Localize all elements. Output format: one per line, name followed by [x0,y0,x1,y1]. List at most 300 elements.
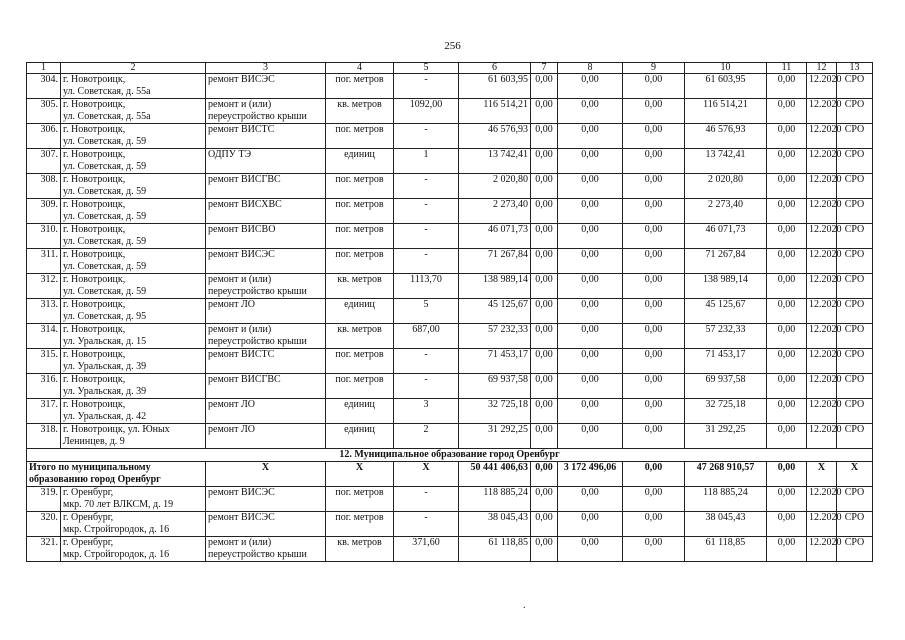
value-cell [558,374,623,399]
address-cell-text: ул. Уральская, д. 15 [63,335,147,347]
total-cost-cell-text: 13 742,41 [488,149,528,160]
total-cost-cell [459,374,531,399]
fund-cost-cell-text: 45 125,67 [705,299,746,310]
value-cell-text: 0,00 [644,224,663,235]
fund-cost-cell-text: 71 267,84 [705,249,746,260]
total-cost-cell-text: 38 045,43 [488,512,528,523]
total-cost-cell-text: 138 989,14 [483,274,528,285]
value-cell-text: 0,00 [777,249,796,260]
method-cell-text: СРО [844,199,865,210]
deadline-cell [807,487,842,512]
row-number [27,512,61,537]
fund-cost-cell-text: 57 232,33 [705,324,746,335]
total-cost-cell [459,74,531,99]
work-type-cell [206,99,326,124]
total-value [459,462,531,487]
value-cell [767,149,807,174]
table-row [27,99,873,124]
quantity-cell [394,224,459,249]
address-cell [61,74,206,99]
value-cell-text: 0,00 [581,349,599,360]
address-cell [61,537,206,562]
table-row [27,299,873,324]
work-type-cell [206,512,326,537]
address-cell-text: ул. Уральская, д. 42 [63,410,147,422]
total-cost-cell [459,399,531,424]
work-type-cell-text: ремонт ВИСЭС [208,487,275,498]
work-type-cell-text: ремонт ВИСЭС [208,512,275,523]
value-cell-text: 0,00 [535,324,553,335]
fund-cost-cell-text: 61 603,95 [705,74,746,85]
value-cell [623,149,685,174]
value-cell-text: 0,00 [535,199,553,210]
quantity-cell-text: - [424,74,428,85]
value-cell-text: 0,00 [581,124,599,135]
total-value [685,462,767,487]
address-cell [61,487,206,512]
value-cell [623,399,685,424]
value-cell [558,537,623,562]
total-cost-cell [459,174,531,199]
value-cell-text: 0,00 [581,324,599,335]
value-cell [531,487,558,512]
unit-cell-text: пог. метров [335,74,384,85]
page-number: 256 [444,40,461,52]
method-cell-text: СРО [844,74,865,85]
value-cell [767,349,807,374]
unit-cell-text: кв. метров [337,537,382,548]
address-cell [61,99,206,124]
value-cell [623,199,685,224]
col-header: 13 [837,63,873,74]
table-row [27,174,873,199]
value-cell [558,399,623,424]
fund-cost-cell-text: 38 045,43 [705,512,746,523]
work-type-cell [206,199,326,224]
total-value-text: 50 441 406,63 [470,462,528,473]
fund-cost-cell-text: 46 071,73 [705,224,746,235]
deadline-cell-text: 12.2020 [809,249,842,260]
value-cell-text: 0,00 [644,174,663,185]
address-cell-text: г. Оренбург, [63,512,114,523]
stray-dot: . [523,600,526,611]
total-value [767,462,807,487]
quantity-cell-text: - [424,374,428,385]
value-cell [767,512,807,537]
address-cell-text: ул. Советская, д. 59 [63,210,147,222]
unit-cell-text: единиц [344,299,375,310]
address-cell-text: ул. Советская, д. 55а [63,85,151,97]
fund-cost-cell-text: 116 514,21 [703,99,748,110]
value-cell-text: 0,00 [644,512,663,523]
row-number-text: 306. [40,124,58,135]
deadline-cell [807,274,842,299]
value-cell [531,224,558,249]
total-cost-cell-text: 31 292,25 [488,424,528,435]
value-cell [767,124,807,149]
address-cell-text: г. Оренбург, [63,537,114,548]
quantity-cell-text: 371,60 [412,537,440,548]
work-type-cell-text: ремонт и (или) [208,99,272,110]
work-type-cell [206,487,326,512]
method-cell-text: СРО [844,349,865,360]
unit-cell [326,274,394,299]
quantity-cell-text: - [424,487,428,498]
table-row [27,512,873,537]
row-number-text: 309. [40,199,58,210]
unit-cell [326,224,394,249]
value-cell [558,487,623,512]
work-type-cell-text: ремонт и (или) [208,324,272,335]
total-label-text: образованию город Оренбург [29,473,161,485]
col-header: 8 [558,63,623,74]
address-cell-text: ул. Советская, д. 59 [63,235,147,247]
quantity-cell [394,537,459,562]
work-type-cell [206,74,326,99]
value-cell-text: 0,00 [535,124,553,135]
unit-cell [326,74,394,99]
value-cell-text: 0,00 [777,349,796,360]
quantity-cell [394,274,459,299]
unit-cell-text: кв. метров [337,274,382,285]
work-type-cell [206,224,326,249]
work-type-cell-text: ремонт ВИСЭС [208,249,275,260]
value-cell [623,299,685,324]
unit-cell-text: кв. метров [337,99,382,110]
value-cell-text: 0,00 [535,537,553,548]
quantity-cell-text: - [424,224,428,235]
fund-cost-cell [685,249,767,274]
total-cost-cell [459,349,531,374]
section-title [27,449,873,462]
value-cell [767,299,807,324]
deadline-cell-text: 12.2020 [809,537,842,548]
value-cell-text: 0,00 [581,299,599,310]
fund-cost-cell [685,124,767,149]
total-cost-cell-text: 116 514,21 [483,99,528,110]
method-cell [837,274,873,299]
col-header: 4 [326,63,394,74]
table-row [27,324,873,349]
value-cell-text: 0,00 [535,512,553,523]
capital-repair-table [26,62,873,562]
value-cell [623,124,685,149]
value-cell-text: 0,00 [644,299,663,310]
work-type-cell-text: ремонт ВИСГВС [208,174,281,185]
value-cell [767,487,807,512]
work-type-cell [206,349,326,374]
value-cell [623,99,685,124]
total-cost-cell-text: 71 453,17 [488,349,528,360]
table-row [27,349,873,374]
quantity-cell [394,424,459,449]
row-number [27,349,61,374]
unit-cell-text: единиц [344,149,375,160]
value-cell-text: 0,00 [644,149,663,160]
unit-cell-text: пог. метров [335,349,384,360]
fund-cost-cell [685,149,767,174]
method-cell-text: СРО [844,537,865,548]
row-number [27,374,61,399]
fund-cost-cell [685,399,767,424]
value-cell [531,174,558,199]
unit-cell [326,324,394,349]
unit-cell [326,487,394,512]
row-number-text: 318. [40,424,58,435]
value-cell-text: 0,00 [535,74,553,85]
method-cell-text: СРО [844,424,865,435]
unit-cell-text: пог. метров [335,174,384,185]
row-number-text: 311. [40,249,58,260]
deadline-cell [807,199,842,224]
table-row [27,374,873,399]
value-cell-text: 0,00 [777,374,796,385]
row-number-text: 307. [40,149,58,160]
unit-cell [326,249,394,274]
value-cell-text: 0,00 [777,274,796,285]
value-cell [623,74,685,99]
column-number-row [27,63,873,74]
work-type-cell-text: переустройство крыши [208,335,307,347]
value-cell [767,224,807,249]
total-label [27,462,206,487]
row-number [27,249,61,274]
row-number [27,199,61,224]
quantity-cell-text: 1 [423,149,429,160]
method-cell-text: СРО [844,374,865,385]
total-cost-cell [459,99,531,124]
value-cell-text: 0,00 [535,299,553,310]
value-cell [767,274,807,299]
row-number-text: 317. [40,399,58,410]
value-cell-text: 0,00 [777,124,796,135]
total-value [326,462,394,487]
total-cost-cell [459,199,531,224]
unit-cell-text: пог. метров [335,487,384,498]
work-type-cell-text: ремонт ВИСВО [208,224,276,235]
total-value [206,462,326,487]
method-cell-text: СРО [844,487,865,498]
fund-cost-cell [685,274,767,299]
row-number [27,399,61,424]
value-cell-text: 0,00 [581,199,599,210]
total-value-text: 47 268 910,57 [696,462,755,473]
value-cell [558,99,623,124]
deadline-cell [807,537,842,562]
deadline-cell-text: 12.2020 [809,487,842,498]
total-cost-cell-text: 69 937,58 [488,374,528,385]
quantity-cell [394,349,459,374]
value-cell-text: 0,00 [777,299,796,310]
address-cell [61,124,206,149]
row-number-text: 312. [40,274,58,285]
work-type-cell-text: ремонт ВИСЭС [208,74,275,85]
address-cell [61,174,206,199]
value-cell [558,324,623,349]
total-cost-cell [459,324,531,349]
address-cell-text: г. Новотроицк, [63,399,126,410]
row-number [27,487,61,512]
address-cell-text: ул. Советская, д. 59 [63,260,147,272]
total-cost-cell [459,149,531,174]
method-cell [837,249,873,274]
fund-cost-cell-text: 32 725,18 [705,399,746,410]
value-cell-text: 0,00 [535,399,553,410]
unit-cell-text: пог. метров [335,374,384,385]
deadline-cell [807,99,842,124]
quantity-cell [394,299,459,324]
fund-cost-cell-text: 13 742,41 [705,149,746,160]
work-type-cell-text: ремонт ВИСГВС [208,374,281,385]
deadline-cell-text: 12.2020 [809,224,842,235]
value-cell-text: 0,00 [644,487,663,498]
fund-cost-cell-text: 138 989,14 [703,274,748,285]
fund-cost-cell-text: 2 020,80 [708,174,743,185]
work-type-cell-text: переустройство крыши [208,548,307,560]
table-row [27,249,873,274]
method-cell-text: СРО [844,124,865,135]
address-cell-text: г. Оренбург, [63,487,114,498]
fund-cost-cell [685,424,767,449]
address-cell [61,512,206,537]
value-cell [767,199,807,224]
work-type-cell [206,174,326,199]
total-value [394,462,459,487]
deadline-cell [807,299,842,324]
work-type-cell [206,374,326,399]
fund-cost-cell [685,174,767,199]
value-cell [558,299,623,324]
method-cell [837,374,873,399]
value-cell [767,424,807,449]
table-row [27,274,873,299]
fund-cost-cell [685,349,767,374]
method-cell [837,349,873,374]
value-cell-text: 0,00 [644,424,663,435]
address-cell-text: ул. Уральская, д. 39 [63,360,147,372]
total-value [837,462,873,487]
address-cell [61,149,206,174]
row-number [27,124,61,149]
value-cell-text: 0,00 [777,487,796,498]
unit-cell [326,124,394,149]
work-type-cell-text: ремонт ВИСХВС [208,199,282,210]
deadline-cell-text: 12.2020 [809,512,842,523]
value-cell [623,487,685,512]
value-cell [531,299,558,324]
deadline-cell-text: 12.2020 [809,174,842,185]
quantity-cell-text: 3 [423,399,429,410]
value-cell-text: 0,00 [535,349,553,360]
fund-cost-cell [685,324,767,349]
row-number-text: 305. [40,99,58,110]
method-cell [837,299,873,324]
deadline-cell [807,74,842,99]
address-cell-text: Ленинцев, д. 9 [63,435,125,447]
deadline-cell-text: 12.2020 [809,424,842,435]
deadline-cell [807,174,842,199]
work-type-cell [206,149,326,174]
value-cell [767,374,807,399]
total-value-text: 0,00 [535,462,553,473]
row-number [27,224,61,249]
work-type-cell-text: переустройство крыши [208,110,307,122]
unit-cell [326,424,394,449]
quantity-cell-text: 1092,00 [409,99,443,110]
value-cell-text: 0,00 [644,199,663,210]
work-type-cell [206,124,326,149]
deadline-cell [807,224,842,249]
address-cell-text: г. Новотроицк, [63,74,126,85]
work-type-cell [206,399,326,424]
row-number-text: 313. [40,299,58,310]
address-cell-text: г. Новотроицк, [63,199,126,210]
value-cell [767,537,807,562]
value-cell-text: 0,00 [644,249,663,260]
fund-cost-cell-text: 46 576,93 [705,124,746,135]
method-cell [837,149,873,174]
address-cell-text: г. Новотроицк, [63,324,126,335]
method-cell [837,99,873,124]
fund-cost-cell [685,99,767,124]
fund-cost-cell-text: 61 118,85 [705,537,746,548]
section-header-row [27,449,873,462]
quantity-cell-text: - [424,174,428,185]
deadline-cell-text: 12.2020 [809,324,842,335]
unit-cell [326,512,394,537]
value-cell [623,424,685,449]
deadline-cell [807,324,842,349]
value-cell-text: 0,00 [777,537,796,548]
method-cell [837,424,873,449]
table-row [27,537,873,562]
value-cell-text: 0,00 [581,512,599,523]
value-cell-text: 0,00 [777,399,796,410]
quantity-cell [394,487,459,512]
row-number [27,99,61,124]
col-header: 6 [459,63,531,74]
method-cell-text: СРО [844,99,865,110]
value-cell-text: 0,00 [581,487,599,498]
value-cell-text: 0,00 [777,324,796,335]
table-row [27,149,873,174]
deadline-cell-text: 12.2020 [809,99,842,110]
total-cost-cell [459,249,531,274]
value-cell [558,124,623,149]
table-row [27,487,873,512]
total-cost-cell-text: 2 020,80 [493,174,528,185]
value-cell [558,199,623,224]
work-type-cell-text: ремонт ЛО [208,399,255,410]
address-cell-text: ул. Советская, д. 59 [63,285,147,297]
address-cell-text: г. Новотроицк, [63,124,126,135]
method-cell [837,199,873,224]
value-cell [623,224,685,249]
unit-cell [326,99,394,124]
method-cell [837,324,873,349]
address-cell-text: г. Новотроицк, [63,174,126,185]
value-cell [767,74,807,99]
deadline-cell-text: 12.2020 [809,149,842,160]
deadline-cell-text: 12.2020 [809,399,842,410]
value-cell-text: 0,00 [777,424,796,435]
value-cell [531,512,558,537]
method-cell [837,399,873,424]
row-number-text: 314. [40,324,58,335]
value-cell-text: 0,00 [777,74,796,85]
value-cell [767,174,807,199]
method-cell [837,512,873,537]
